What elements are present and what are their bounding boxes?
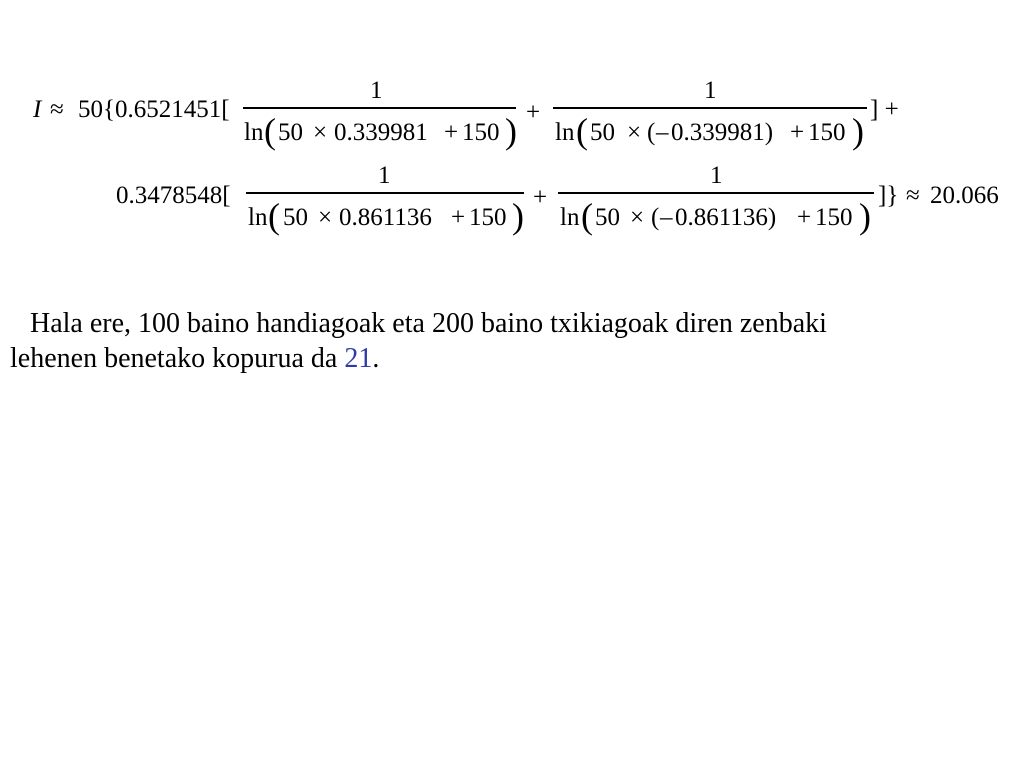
paragraph-text-2: lehenen benetako kopurua da — [10, 343, 345, 374]
row2-frac1-rparen: ) — [512, 196, 524, 236]
row1-frac1-b: 0.339981 — [334, 119, 428, 146]
row2-frac1-ln: ln — [248, 204, 268, 231]
row1-frac1-numerator: 1 — [370, 77, 383, 104]
row2-lead: 0.3478548[ — [116, 182, 231, 209]
row1-frac2-d: 150 — [808, 119, 846, 146]
row2-frac2-c: 0.861136) — [675, 204, 777, 231]
paragraph-text-1: Hala ere, 100 baino handiagoak eta 200 baino txikiagoak diren zenbaki — [30, 308, 827, 339]
row1-frac2-c: 0.339981) — [671, 119, 774, 146]
row1-frac2-ln: ln — [555, 119, 575, 146]
row2-approx: ≈ — [906, 182, 920, 209]
row2-frac2-numerator: 1 — [710, 162, 723, 189]
prime-count-highlight: 21 — [344, 343, 373, 374]
row1-frac1-plus: + — [444, 119, 459, 146]
row1-frac2-rparen: ) — [852, 111, 864, 151]
row1-frac2-minus: – — [656, 119, 669, 146]
row2-frac1-a: 50 — [283, 204, 308, 231]
explanation-paragraph — [10, 306, 1014, 376]
row1-frac2-bar — [553, 107, 867, 109]
row2-frac1-numerator: 1 — [378, 162, 391, 189]
row1-frac2-plus: + — [790, 119, 805, 146]
row2-frac2-rparen: ) — [859, 196, 871, 236]
row2-frac2-a: 50 — [595, 204, 620, 231]
paragraph-line-2 — [10, 341, 1014, 376]
row2-frac1-lparen: ( — [268, 196, 280, 236]
integral-symbol-I: I — [33, 96, 42, 123]
row1-tail: ] + — [870, 96, 899, 123]
row1-frac1-c: 150 — [462, 119, 500, 146]
row1-frac1-bar — [243, 107, 516, 109]
row2-result: 20.066 — [930, 182, 999, 209]
row1-frac2-a: 50 — [590, 119, 615, 146]
row1-frac1-rparen: ) — [505, 111, 517, 151]
row2-frac2-bar — [558, 192, 874, 194]
row2-frac2-ln: ln — [560, 204, 580, 231]
row1-frac2-numerator: 1 — [704, 77, 717, 104]
row1-lead: 50{0.6521451[ — [78, 96, 230, 123]
row1-frac2-lparen: ( — [576, 111, 588, 151]
row2-frac1-c: 150 — [469, 204, 507, 231]
row2-frac2-open: ( — [651, 204, 660, 231]
row2-frac2-times: × — [630, 204, 645, 231]
row1-frac2-times: × — [627, 119, 642, 146]
paragraph-line-1 — [10, 306, 1014, 341]
row2-frac1-plus: + — [451, 204, 466, 231]
row1-frac1-lparen: ( — [264, 111, 276, 151]
row2-plus: + — [533, 184, 548, 211]
paragraph-period: . — [372, 343, 380, 374]
row2-frac1-times: × — [318, 204, 333, 231]
row2-frac2-plus: + — [797, 204, 812, 231]
row1-frac1-a: 50 — [278, 119, 303, 146]
row2-frac1-b: 0.861136 — [339, 204, 432, 231]
row2-frac2-d: 150 — [815, 204, 853, 231]
row1-frac1-ln: ln — [244, 119, 264, 146]
row1-frac1-times: × — [313, 119, 328, 146]
row2-tail: ]} — [878, 182, 899, 209]
row2-frac2-lparen: ( — [581, 196, 593, 236]
row1-frac2-open: ( — [647, 119, 656, 146]
approx-sign: ≈ — [50, 96, 64, 123]
row2-frac1-bar — [246, 192, 524, 194]
row1-plus: + — [526, 99, 541, 126]
row2-frac2-minus: – — [660, 204, 673, 231]
